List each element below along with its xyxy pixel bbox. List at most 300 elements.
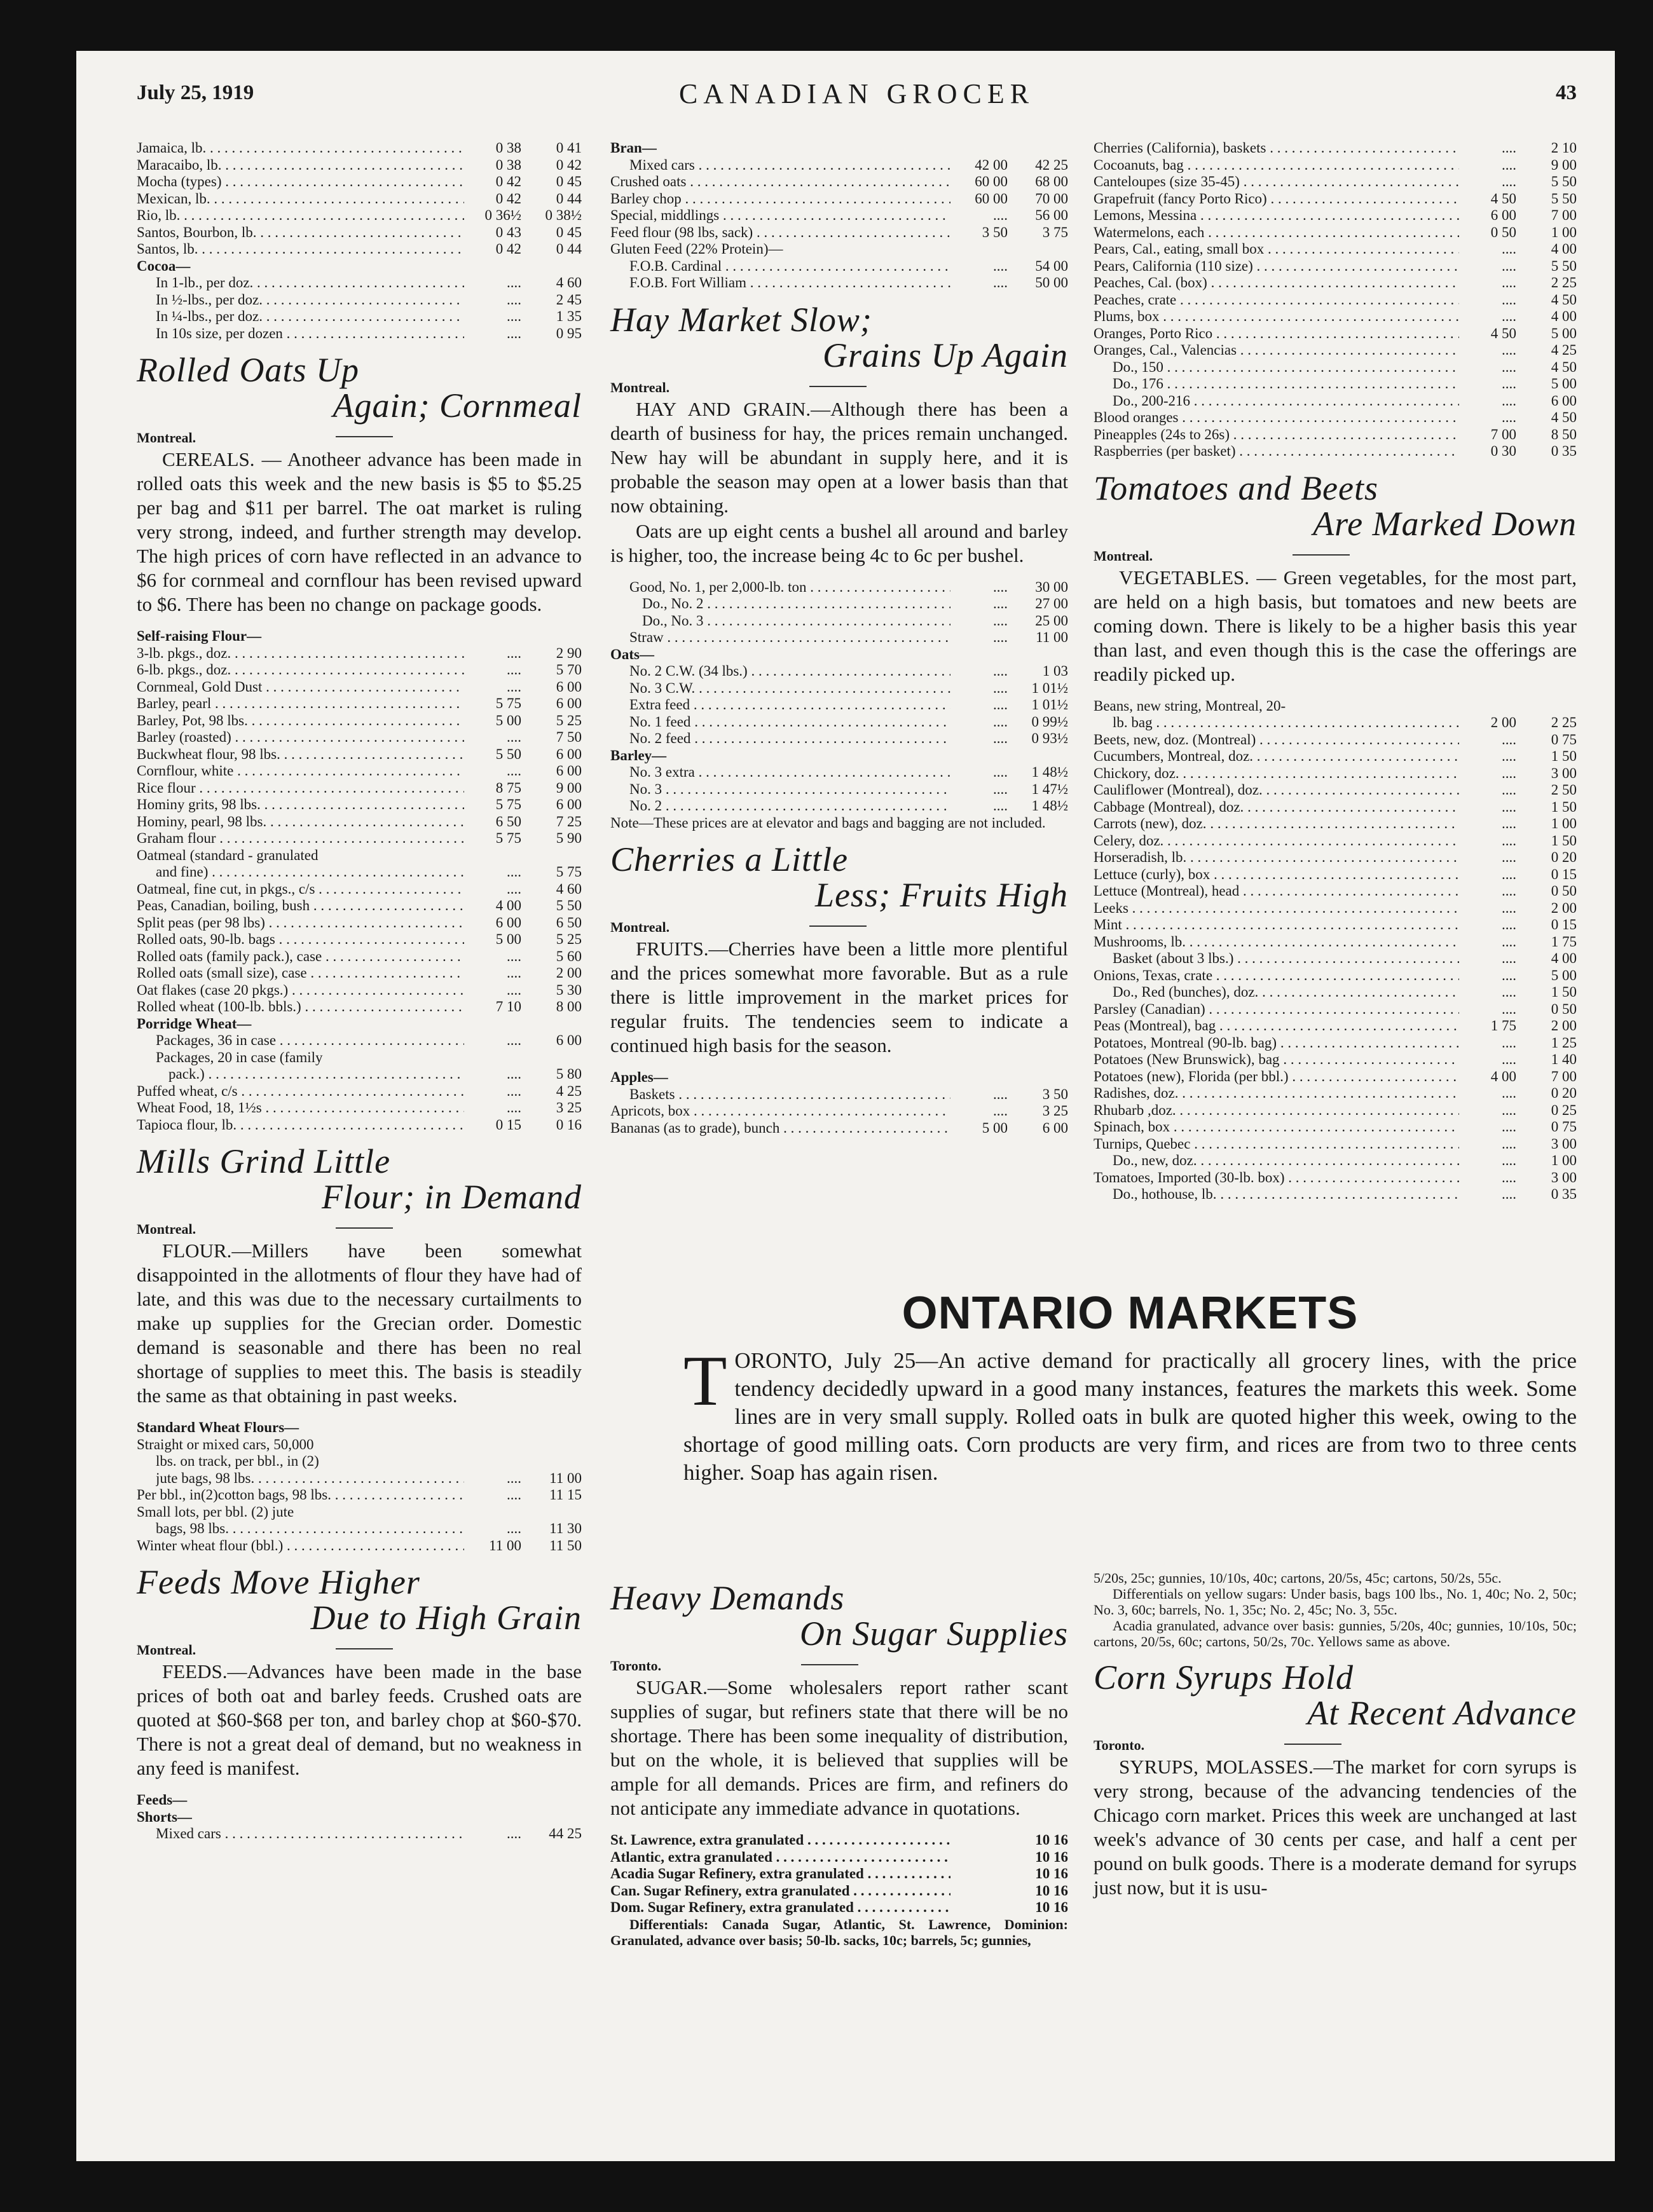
table-row <box>137 1049 582 1067</box>
row-label: Onions, Texas, crate . . . <box>1094 967 1459 985</box>
table-row <box>1094 393 1577 410</box>
row-high-price: 0 35 <box>1551 1186 1577 1202</box>
row-high-price: 6 00 <box>1551 392 1577 409</box>
row-label: Cauliflower (Montreal), doz. . . . <box>1094 782 1459 799</box>
row-high-price: 0 20 <box>1551 849 1577 865</box>
table-row <box>1094 732 1577 749</box>
row-low-price <box>464 1792 521 1809</box>
row-label: Do., new, doz. . . . <box>1113 1152 1459 1170</box>
row-label: Shorts— <box>137 1808 192 1825</box>
feeds-city: Montreal. <box>137 1642 582 1658</box>
row-label: Acadia Sugar Refinery, extra granulated . . . <box>610 1866 950 1883</box>
row-label: Barley, Pot, 98 lbs. . . . <box>137 713 464 730</box>
row-low-price: .... <box>1502 883 1516 899</box>
row-label: Bananas (as to grade), bunch . . . <box>610 1120 950 1137</box>
row-high-price: 5 30 <box>556 981 582 998</box>
row-label: Rice flour . . . <box>137 780 464 797</box>
row-label: jute bags, 98 lbs. . . . <box>156 1470 464 1487</box>
row-low-price: 5 75 <box>495 695 521 711</box>
table-row <box>1094 934 1577 951</box>
table-row <box>610 697 1068 714</box>
row-low-price: .... <box>993 713 1008 730</box>
row-high-price: 11 50 <box>549 1537 582 1553</box>
table-row <box>1094 325 1577 343</box>
row-high-price: 7 50 <box>556 729 582 745</box>
row-high-price: 5 25 <box>556 712 582 728</box>
row-high-price: 6 00 <box>556 763 582 779</box>
row-high-price: 56 00 <box>1035 207 1068 223</box>
vegetables-table <box>1094 698 1577 1203</box>
table-row <box>137 191 582 208</box>
row-low-price: .... <box>993 679 1008 696</box>
row-label: No. 2 C.W. (34 lbs.) . . . <box>629 663 950 680</box>
table-row <box>137 1419 582 1437</box>
table-row <box>610 207 1068 224</box>
row-high-price: 3 00 <box>1551 1169 1577 1185</box>
table-row <box>1094 1051 1577 1068</box>
row-high-price: 2 00 <box>556 965 582 981</box>
row-label: bags, 98 lbs. . . . <box>156 1520 464 1538</box>
row-label: Rolled oats (small size), case . . . <box>137 965 464 982</box>
table-row <box>610 1849 1068 1866</box>
table-row <box>610 764 1068 781</box>
row-low-price <box>464 1453 521 1470</box>
row-label: In 1-lb., per doz. . . . <box>156 275 464 292</box>
row-low-price: 60 00 <box>975 190 1008 207</box>
table-row <box>1094 765 1577 782</box>
row-low-price: 8 75 <box>495 779 521 796</box>
table-row <box>610 629 1068 646</box>
row-high-price: 6 00 <box>556 796 582 812</box>
row-low-price: .... <box>507 1520 521 1536</box>
tomatoes-headline: Tomatoes and Beets Are Marked Down <box>1094 468 1577 543</box>
row-label: Carrots (new), doz. . . . <box>1094 816 1459 833</box>
row-high-price: 4 25 <box>556 1082 582 1099</box>
row-low-price: 0 42 <box>495 241 521 257</box>
row-label: lb. bag . . . <box>1113 714 1459 732</box>
table-row <box>610 174 1068 191</box>
cocoa-head: Cocoa— <box>137 257 191 274</box>
table-row <box>1094 1085 1577 1102</box>
row-low-price: .... <box>507 1100 521 1116</box>
row-label: Bran— <box>610 140 657 156</box>
row-label: Barley chop . . . <box>610 191 950 208</box>
row-high-price: 4 50 <box>1551 409 1577 425</box>
row-low-price: .... <box>993 596 1008 611</box>
row-label: Cherries (California), baskets . . . <box>1094 140 1459 157</box>
row-low-price: .... <box>1502 1085 1516 1101</box>
row-high-price: 0 41 <box>556 140 582 156</box>
row-label: Mixed cars . . . <box>156 1826 464 1843</box>
row-high-price: 0 45 <box>556 174 582 189</box>
row-high-price: 1 50 <box>1551 832 1577 849</box>
syrups-headline: Corn Syrups Hold At Recent Advance <box>1094 1658 1577 1732</box>
row-low-price: 0 43 <box>495 224 521 240</box>
row-label: Dom. Sugar Refinery, extra granulated . . . <box>610 1899 950 1916</box>
tomatoes-body: VEGETABLES. — Green vegetables, for the most part, are held on a high basis, but tomatoes and new beets are coming down. There is likely to be a higher basis this year than last, and even though this is the case the offerings are readily picked up. <box>1094 566 1577 685</box>
table-row <box>1094 1136 1577 1153</box>
row-high-price: 4 00 <box>1551 308 1577 324</box>
cereals-table <box>137 628 582 1133</box>
row-label: Extra feed . . . <box>629 697 950 714</box>
row-high-price: 70 00 <box>1035 190 1068 207</box>
row-label: Mint . . . <box>1094 917 1459 934</box>
row-label: Rolled wheat (100-lb. bbls.) . . . <box>137 999 464 1016</box>
row-low-price: .... <box>1502 392 1516 409</box>
row-high-price: 0 95 <box>556 325 582 341</box>
table-row <box>1094 748 1577 765</box>
row-label: Split peas (per 98 lbs) . . . <box>137 915 464 932</box>
row-high-price: 0 50 <box>1551 883 1577 899</box>
row-low-price <box>950 1849 1008 1866</box>
row-low-price: 5 50 <box>495 746 521 762</box>
table-row <box>137 746 582 763</box>
row-high-price: 10 16 <box>1035 1866 1068 1881</box>
row-label: Oatmeal (standard - granulated <box>137 847 319 863</box>
row-low-price: .... <box>1502 765 1516 781</box>
cocoa-table <box>137 258 582 343</box>
row-label: Special, middlings . . . <box>610 207 950 224</box>
row-low-price: 0 42 <box>495 174 521 189</box>
syrups-city: Toronto. <box>1094 1737 1577 1754</box>
row-label: Peaches, Cal. (box) . . . <box>1094 275 1459 292</box>
bran-table <box>610 140 1068 292</box>
row-high-price: 9 00 <box>1551 156 1577 173</box>
table-row <box>1094 950 1577 967</box>
row-high-price: 1 48½ <box>1031 764 1068 780</box>
syrups-section <box>1094 1570 1577 1911</box>
row-high-price: 0 42 <box>556 156 582 173</box>
table-row <box>1094 799 1577 816</box>
table-row <box>1094 241 1577 258</box>
row-label: Leeks . . . <box>1094 900 1459 917</box>
row-low-price: .... <box>1502 275 1516 290</box>
row-high-price: 0 15 <box>1551 917 1577 932</box>
row-low-price <box>950 241 1008 258</box>
row-label: Self-raising Flour— <box>137 628 262 644</box>
row-label: Gluten Feed (22% Protein)— <box>610 241 783 257</box>
row-label: Feeds— <box>137 1792 188 1808</box>
row-high-price <box>1008 1069 1068 1086</box>
row-low-price: .... <box>993 781 1008 797</box>
row-label: In 10s size, per dozen . . . <box>156 325 464 343</box>
row-high-price: 1 50 <box>1551 798 1577 815</box>
row-label: Plums, box . . . <box>1094 308 1459 325</box>
row-low-price: 6 00 <box>1490 207 1516 223</box>
row-high-price: 0 44 <box>556 241 582 257</box>
row-high-price <box>521 628 582 645</box>
row-label: Mocha (types) . . . <box>137 174 464 191</box>
row-low-price: .... <box>1502 984 1516 1000</box>
apples-table <box>610 1069 1068 1137</box>
row-high-price: 1 48½ <box>1031 798 1068 814</box>
row-high-price: 1 01½ <box>1031 679 1068 696</box>
row-high-price: 5 80 <box>556 1066 582 1082</box>
row-low-price: 5 00 <box>495 931 521 947</box>
table-row <box>1094 1119 1577 1136</box>
table-row <box>610 781 1068 798</box>
row-label: F.O.B. Fort William . . . <box>629 275 950 292</box>
row-low-price: .... <box>507 678 521 695</box>
row-label: Rio, lb. . . . <box>137 207 464 224</box>
row-high-price <box>521 1419 582 1437</box>
row-high-price: 0 16 <box>556 1116 582 1133</box>
row-label: Cornflour, white . . . <box>137 763 464 780</box>
row-high-price: 4 25 <box>1551 342 1577 358</box>
row-label: Hominy grits, 98 lbs. . . . <box>137 796 464 814</box>
row-low-price: .... <box>1502 849 1516 865</box>
oats-headline: Rolled Oats Up Again; Cornmeal <box>137 351 582 425</box>
row-high-price: 6 00 <box>556 678 582 695</box>
feeds-table <box>137 1792 582 1843</box>
hay-city: Montreal. <box>610 379 1068 396</box>
table-row <box>1094 409 1577 427</box>
row-low-price: .... <box>507 763 521 779</box>
table-row <box>1094 1018 1577 1035</box>
hay-body-2: Oats are up eight cents a bushel all around and barley is higher, too, the increase being 4c to 6c per bushel. <box>610 519 1068 566</box>
row-high-price: 1 03 <box>1042 663 1068 679</box>
row-label: Parsley (Canadian) . . . <box>1094 1001 1459 1018</box>
row-low-price: .... <box>507 308 521 324</box>
table-row <box>137 763 582 780</box>
row-high-price <box>1008 140 1068 157</box>
row-low-price <box>464 1504 521 1521</box>
row-label: In ½-lbs., per doz. . . . <box>156 292 464 309</box>
column-3 <box>1094 140 1577 1203</box>
row-low-price <box>464 1437 521 1454</box>
row-label: Winter wheat flour (bbl.) . . . <box>137 1538 464 1555</box>
row-high-price <box>1008 241 1068 258</box>
table-row <box>610 680 1068 697</box>
row-label: Do., 176 . . . <box>1113 376 1459 393</box>
row-low-price: 0 36½ <box>484 207 521 223</box>
hay-table <box>610 579 1068 815</box>
table-row <box>1094 883 1577 900</box>
row-low-price: .... <box>507 965 521 981</box>
row-low-price: .... <box>993 578 1008 595</box>
sugar-section <box>610 1570 1068 1948</box>
row-low-price: 0 38 <box>495 156 521 173</box>
row-label: Mushrooms, lb. . . . <box>1094 934 1459 951</box>
row-high-price: 1 01½ <box>1031 697 1068 713</box>
row-label: Packages, 36 in case . . . <box>156 1032 464 1049</box>
row-low-price <box>950 646 1008 664</box>
table-row <box>610 191 1068 208</box>
row-high-price <box>521 1437 582 1454</box>
row-low-price <box>950 748 1008 765</box>
row-low-price: .... <box>993 798 1008 814</box>
row-low-price: .... <box>1502 140 1516 156</box>
table-row <box>137 1487 582 1504</box>
row-low-price: .... <box>993 257 1008 274</box>
row-label: Oranges, Cal., Valencias . . . <box>1094 342 1459 359</box>
sugar-cont-2: Differentials on yellow sugars: Under basis, bags 100 lbs., No. 1, 40c; No. 2, 50c; No. 3, 60c; barrels, No. 1, 35c; No. 2, 45c; No. 3, 55c. <box>1094 1586 1577 1618</box>
row-high-price <box>521 1453 582 1470</box>
row-high-price: 5 50 <box>556 898 582 913</box>
row-high-price: 2 45 <box>556 291 582 308</box>
row-label: Spinach, box . . . <box>1094 1119 1459 1136</box>
row-high-price: 1 00 <box>1551 1152 1577 1168</box>
row-low-price: 1 75 <box>1490 1018 1516 1034</box>
row-low-price: 6 50 <box>495 813 521 830</box>
table-row <box>1094 359 1577 376</box>
table-row <box>137 1066 582 1083</box>
row-label: Wheat Food, 18, 1½s . . . <box>137 1100 464 1117</box>
feeds-headline: Feeds Move Higher Due to High Grain <box>137 1563 582 1637</box>
table-row <box>137 796 582 814</box>
row-label: Cocoanuts, bag . . . <box>1094 157 1459 174</box>
table-row <box>1094 443 1577 460</box>
row-label: Raspberries (per basket) . . . <box>1094 443 1459 460</box>
row-high-price: 11 30 <box>549 1520 582 1536</box>
row-high-price: 10 16 <box>1035 1899 1068 1915</box>
table-row <box>610 1883 1068 1900</box>
row-high-price: 27 00 <box>1035 596 1068 611</box>
table-row <box>1094 866 1577 884</box>
table-row <box>137 898 582 915</box>
row-high-price: 5 50 <box>1551 257 1577 274</box>
cherries-city: Montreal. <box>610 919 1068 936</box>
row-low-price <box>464 628 521 645</box>
table-row <box>610 275 1068 292</box>
row-label: Good, No. 1, per 2,000-lb. ton . . . <box>629 579 950 596</box>
row-high-price <box>521 1504 582 1521</box>
table-row <box>1094 275 1577 292</box>
row-high-price: 2 50 <box>1551 782 1577 798</box>
row-high-price: 2 25 <box>1551 714 1577 730</box>
row-low-price: .... <box>507 325 521 341</box>
table-row <box>137 713 582 730</box>
row-high-price: 0 93½ <box>1031 730 1068 746</box>
row-low-price: .... <box>1502 409 1516 425</box>
row-high-price: 11 00 <box>1036 629 1068 645</box>
table-row <box>1094 782 1577 799</box>
table-row <box>1094 698 1577 715</box>
row-label: Pears, California (110 size) . . . <box>1094 258 1459 275</box>
flour-headline: Mills Grind Little Flour; in Demand <box>137 1142 582 1216</box>
row-high-price: 3 25 <box>556 1100 582 1116</box>
row-label: Oat flakes (case 20 pkgs.) . . . <box>137 982 464 999</box>
table-row <box>1094 833 1577 850</box>
row-high-price: 42 25 <box>1035 156 1068 173</box>
row-label: In ¼-lbs., per doz. . . . <box>156 308 464 325</box>
table-row <box>137 695 582 713</box>
row-high-price: 68 00 <box>1035 174 1068 189</box>
row-low-price: 42 00 <box>975 156 1008 173</box>
row-label: Graham flour . . . <box>137 830 464 847</box>
row-high-price: 4 00 <box>1551 241 1577 257</box>
row-low-price: 0 38 <box>495 140 521 156</box>
row-high-price <box>1008 646 1068 664</box>
row-low-price: 6 00 <box>495 914 521 931</box>
table-row <box>1094 140 1577 157</box>
row-low-price <box>464 847 521 864</box>
row-low-price: 0 30 <box>1490 443 1516 459</box>
sugar-table <box>610 1832 1068 1916</box>
table-row <box>610 157 1068 174</box>
publication-title: CANADIAN GROCER <box>678 78 1035 109</box>
table-row <box>610 1120 1068 1137</box>
row-label: Straight or mixed cars, 50,000 <box>137 1436 314 1452</box>
row-high-price: 3 25 <box>1042 1103 1068 1119</box>
table-row <box>137 628 582 645</box>
row-label: Barley— <box>610 747 667 763</box>
row-high-price: 1 50 <box>1551 748 1577 764</box>
table-row <box>1094 1170 1577 1187</box>
row-low-price: 2 00 <box>1490 714 1516 730</box>
table-row <box>610 1832 1068 1849</box>
column-1 <box>137 140 582 1843</box>
ontario-title: ONTARIO MARKETS <box>902 1288 1359 1339</box>
row-high-price: 25 00 <box>1035 612 1068 629</box>
row-high-price: 0 99½ <box>1031 713 1068 730</box>
cherries-body: FRUITS.—Cherries have been a little more plentiful and the prices somewhat more favorable. But as a rule there is little improvement in the market prices for regular fruits. The tendencies seem to indicate a continued high basis for the season. <box>610 938 1068 1056</box>
row-low-price: .... <box>993 612 1008 629</box>
row-label: Crushed oats . . . <box>610 174 950 191</box>
row-low-price: 7 00 <box>1490 426 1516 442</box>
row-label: Potatoes, Montreal (90-lb. bag) . . . <box>1094 1035 1459 1052</box>
row-low-price: 5 75 <box>495 830 521 846</box>
row-low-price: .... <box>993 730 1008 746</box>
row-low-price: .... <box>993 764 1008 780</box>
row-low-price: .... <box>1502 899 1516 916</box>
row-low-price: .... <box>1502 1186 1516 1202</box>
row-label: and fine) . . . <box>156 864 464 881</box>
row-low-price: .... <box>993 1086 1008 1102</box>
row-label: F.O.B. Cardinal . . . <box>629 258 950 275</box>
row-label: Do., 200-216 . . . <box>1113 393 1459 410</box>
row-high-price: 11 00 <box>549 1470 582 1486</box>
table-row <box>1094 224 1577 242</box>
row-label: Tomatoes, Imported (30-lb. box) . . . <box>1094 1170 1459 1187</box>
table-row <box>137 965 582 982</box>
table-row <box>137 1826 582 1843</box>
table-row <box>610 1866 1068 1883</box>
row-low-price: .... <box>507 1826 521 1841</box>
row-low-price: .... <box>507 729 521 745</box>
table-row <box>1094 849 1577 866</box>
row-high-price: 5 50 <box>1551 174 1577 189</box>
row-label: Buckwheat flour, 98 lbs. . . . <box>137 746 464 763</box>
row-low-price: 4 00 <box>1490 1068 1516 1084</box>
row-low-price: .... <box>1502 950 1516 966</box>
row-label: No. 1 feed . . . <box>629 714 950 731</box>
row-label: Beans, new string, Montreal, 20- <box>1094 697 1286 714</box>
row-label: Can. Sugar Refinery, extra granulated . . . <box>610 1883 950 1900</box>
page <box>76 51 1615 2161</box>
row-high-price: 4 60 <box>556 275 582 290</box>
row-label: Barley, pearl . . . <box>137 695 464 713</box>
row-high-price: 5 75 <box>556 864 582 880</box>
coffee-table <box>137 140 582 258</box>
flour-city: Montreal. <box>137 1221 582 1238</box>
row-label: Apples— <box>610 1069 668 1085</box>
table-row <box>137 325 582 343</box>
sugar-body: SUGAR.—Some wholesalers report rather scant supplies of sugar, but refiners state that there will be no shortage. There has been some inequality of distribution, but on the whole, it is believed that supplies will be ample for all demands. Prices are firm, and refiners do not anticipate any immediate advance in quotations. <box>610 1676 1068 1819</box>
row-high-price <box>1516 698 1577 715</box>
row-low-price: .... <box>1502 1102 1516 1118</box>
table-row <box>137 1504 582 1521</box>
table-row <box>137 1032 582 1049</box>
table-row <box>1094 1035 1577 1052</box>
table-row <box>1094 191 1577 208</box>
table-row <box>610 714 1068 731</box>
table-row <box>610 1069 1068 1086</box>
table-row <box>137 729 582 746</box>
table-row <box>1094 174 1577 191</box>
row-high-price: 7 25 <box>556 813 582 830</box>
row-high-price <box>1008 748 1068 765</box>
